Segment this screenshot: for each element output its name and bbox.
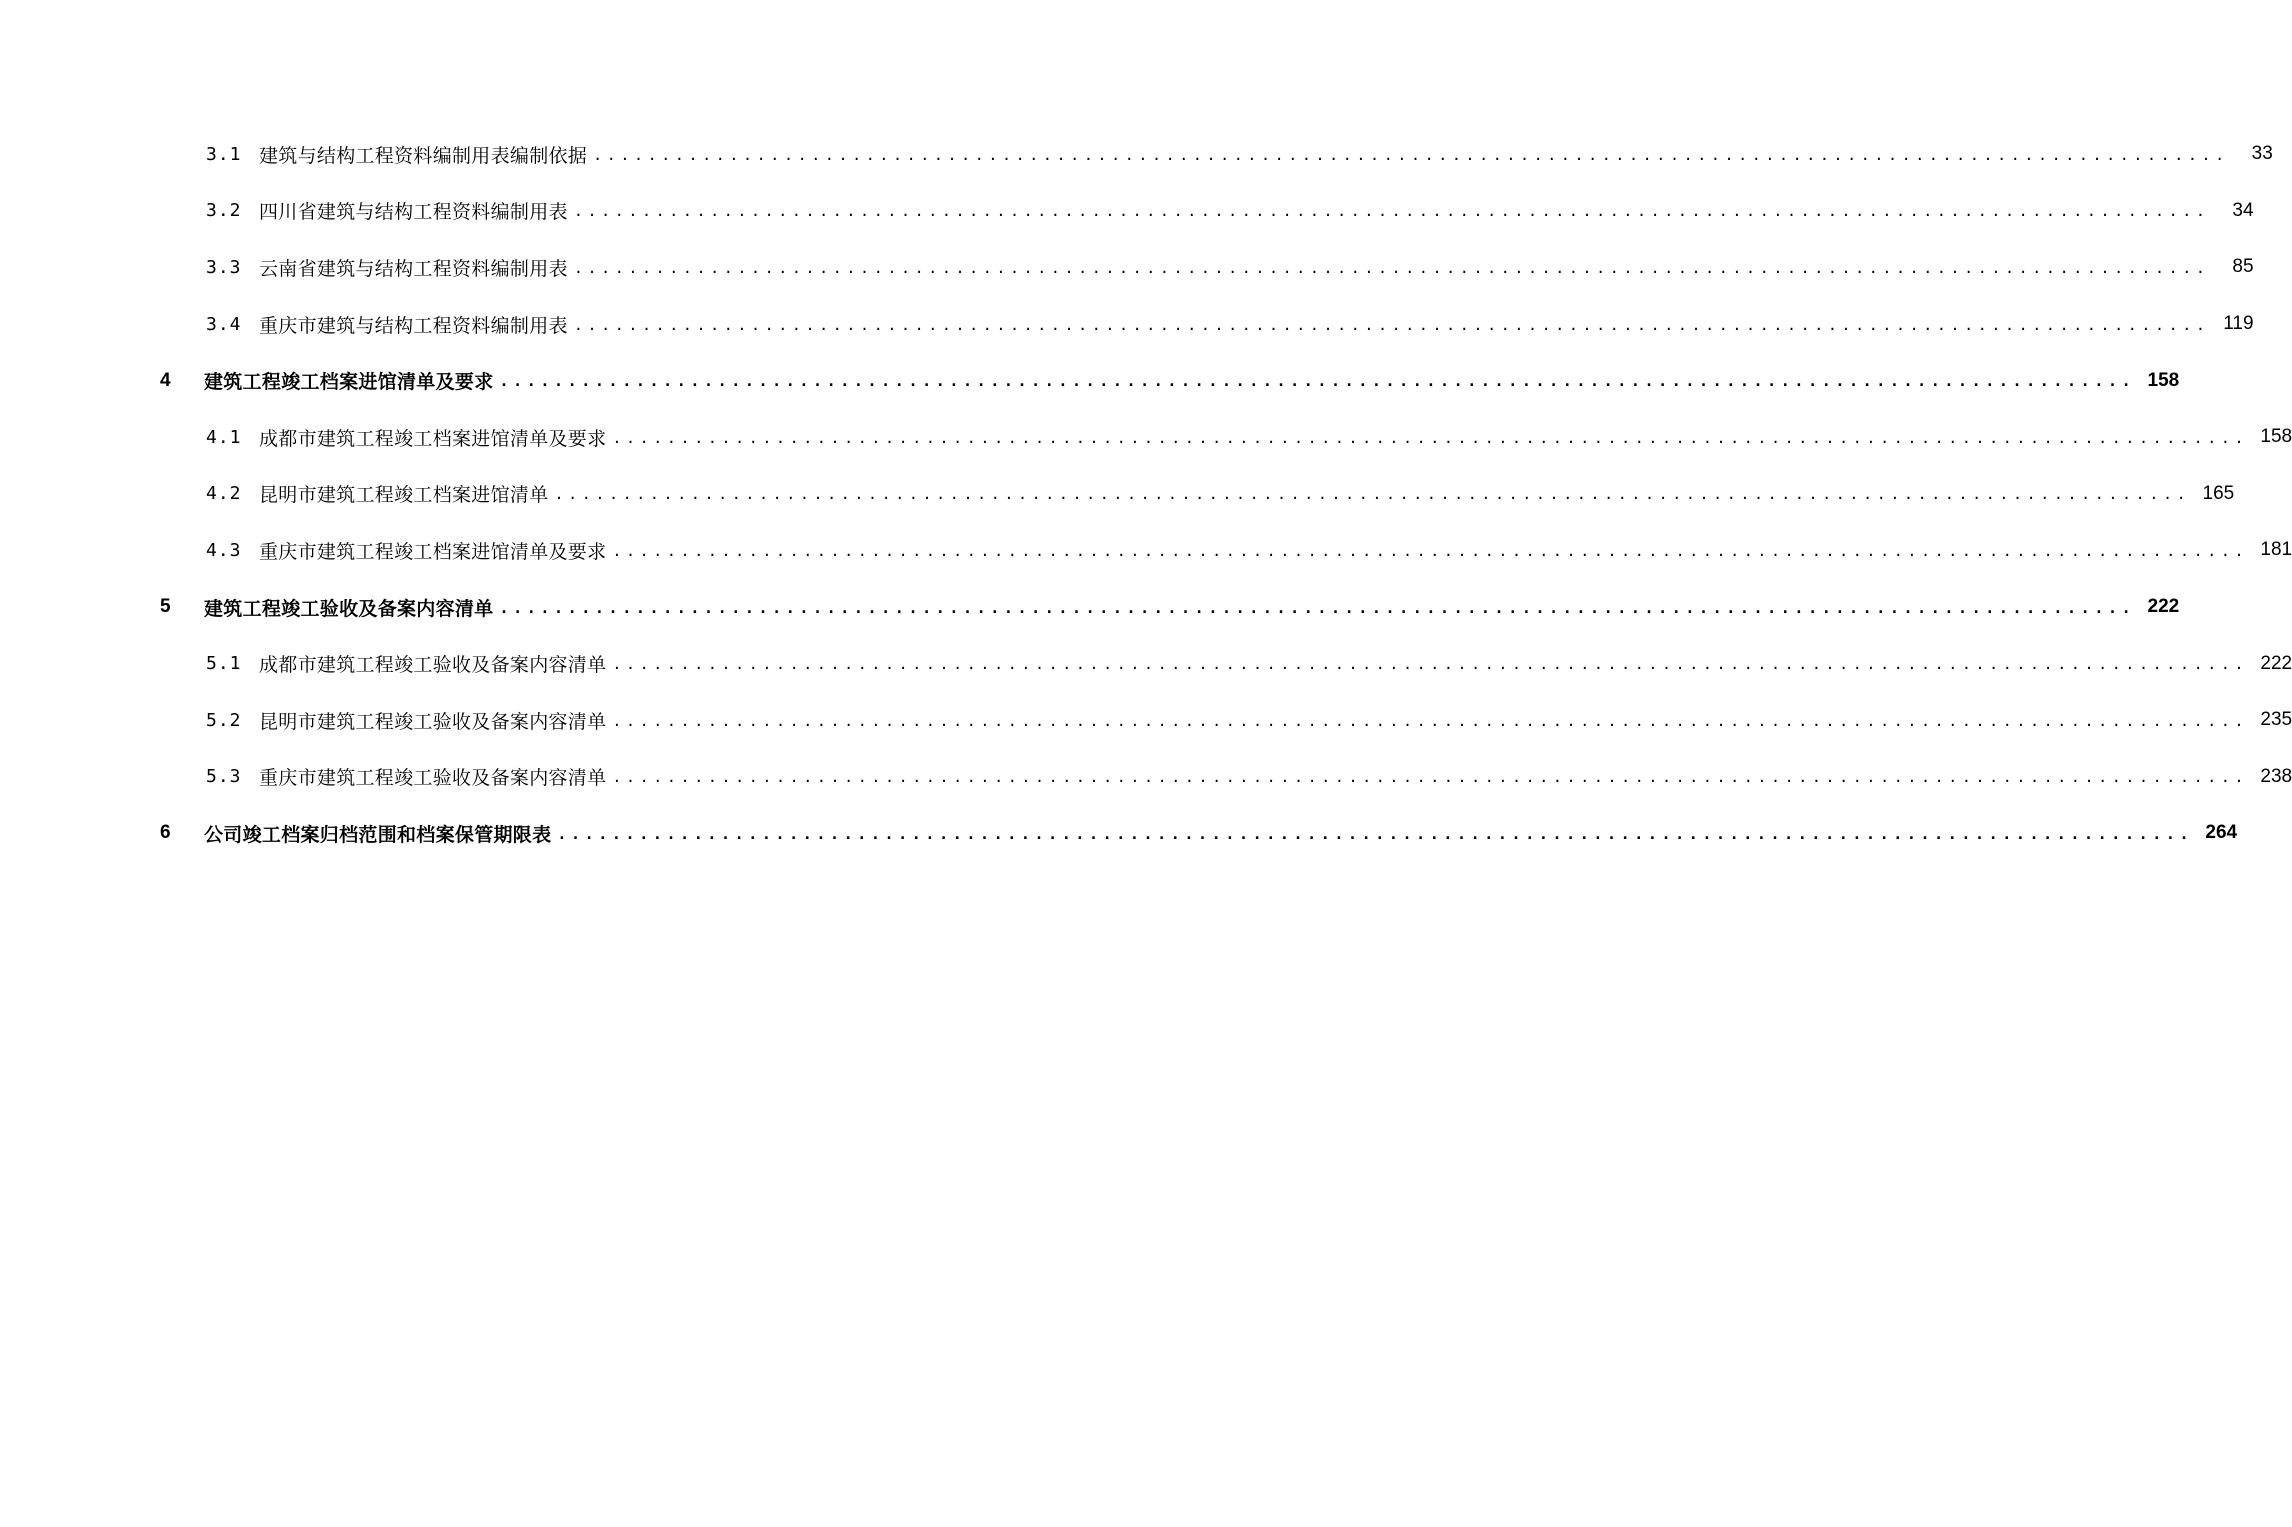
dot-leader: ........................................................................................................................ bbox=[573, 202, 2210, 221]
toc-page-number: 158 bbox=[2147, 369, 2180, 391]
toc-page-number: 235 bbox=[2260, 709, 2292, 731]
toc-number: 5.1 bbox=[206, 653, 242, 675]
toc-title: 昆明市建筑工程竣工档案进馆清单 bbox=[259, 484, 549, 507]
toc-number: 3.1 bbox=[206, 143, 242, 165]
toc-title: 成都市建筑工程竣工档案进馆清单及要求 bbox=[259, 427, 607, 450]
toc-entry-4-3[interactable] bbox=[0, 522, 2292, 579]
toc-number: 5 bbox=[160, 596, 171, 618]
toc-entry-6[interactable] bbox=[0, 805, 2238, 862]
toc-title: 公司竣工档案归档范围和档案保管期限表 bbox=[204, 823, 552, 846]
toc-number: 5.2 bbox=[206, 709, 242, 731]
toc-entry-5-3[interactable] bbox=[0, 749, 2292, 806]
toc-number: 4.3 bbox=[206, 539, 242, 561]
toc-number: 3.3 bbox=[206, 256, 242, 278]
dot-leader: ........................................................................................................................ bbox=[554, 485, 2191, 504]
toc-page-number: 85 bbox=[2232, 256, 2254, 278]
toc-page-number: 165 bbox=[2202, 482, 2235, 504]
toc-number: 4 bbox=[160, 369, 171, 391]
toc-number: 3.4 bbox=[206, 313, 242, 335]
toc-page-number: 264 bbox=[2205, 822, 2238, 844]
toc-entry-3-2[interactable] bbox=[0, 183, 2254, 240]
toc-entry-3-4[interactable] bbox=[0, 296, 2254, 353]
toc-number: 4.2 bbox=[206, 483, 242, 505]
toc-entry-3-1[interactable] bbox=[0, 126, 2273, 183]
dot-leader: ........................................................................................................................ bbox=[612, 541, 2249, 560]
toc-entry-5[interactable] bbox=[0, 579, 2180, 636]
dot-leader: ........................................................................................................................ bbox=[612, 711, 2249, 730]
toc-title: 重庆市建筑工程竣工验收及备案内容清单 bbox=[259, 767, 607, 790]
toc-page-number: 34 bbox=[2232, 199, 2254, 221]
toc-number: 6 bbox=[160, 822, 171, 844]
toc-title: 云南省建筑与结构工程资料编制用表 bbox=[259, 257, 568, 280]
toc-page-number: 33 bbox=[2251, 143, 2273, 165]
toc-entry-4[interactable] bbox=[0, 352, 2180, 409]
toc-title: 建筑工程竣工档案进馆清单及要求 bbox=[204, 371, 494, 394]
toc-title: 建筑工程竣工验收及备案内容清单 bbox=[204, 597, 494, 620]
dot-leader: ........................................................................................................................ bbox=[612, 428, 2249, 447]
dot-leader: ........................................................................................................................ bbox=[499, 598, 2136, 617]
dot-leader: ........................................................................................................................ bbox=[612, 768, 2249, 787]
dot-leader: ........................................................................................................................ bbox=[573, 258, 2210, 277]
toc-number: 3.2 bbox=[206, 200, 242, 222]
dot-leader: ........................................................................................................................ bbox=[593, 145, 2229, 164]
toc-title: 四川省建筑与结构工程资料编制用表 bbox=[259, 201, 568, 224]
dot-leader: ........................................................................................................................ bbox=[573, 315, 2210, 334]
dot-leader: ........................................................................................................................ bbox=[499, 372, 2136, 391]
toc-number: 4.1 bbox=[206, 426, 242, 448]
toc-title: 成都市建筑工程竣工验收及备案内容清单 bbox=[259, 654, 607, 677]
table-of-contents bbox=[0, 126, 2292, 862]
toc-entry-4-2[interactable] bbox=[0, 466, 2235, 523]
dot-leader: ........................................................................................................................ bbox=[557, 824, 2194, 843]
toc-entry-5-2[interactable] bbox=[0, 692, 2292, 749]
toc-page-number: 238 bbox=[2260, 765, 2292, 787]
toc-entry-3-3[interactable] bbox=[0, 239, 2254, 296]
toc-title: 重庆市建筑工程竣工档案进馆清单及要求 bbox=[259, 540, 607, 563]
toc-title: 重庆市建筑与结构工程资料编制用表 bbox=[259, 314, 568, 337]
toc-entry-4-1[interactable] bbox=[0, 409, 2292, 466]
toc-page-number: 181 bbox=[2260, 539, 2292, 561]
dot-leader: ........................................................................................................................ bbox=[612, 655, 2249, 674]
toc-number: 5.3 bbox=[206, 766, 242, 788]
toc-page-number: 119 bbox=[2223, 313, 2254, 335]
toc-entry-5-1[interactable] bbox=[0, 635, 2292, 692]
toc-title: 昆明市建筑工程竣工验收及备案内容清单 bbox=[259, 710, 607, 733]
toc-page-number: 158 bbox=[2260, 426, 2292, 448]
toc-page-number: 222 bbox=[2260, 652, 2292, 674]
toc-page-number: 222 bbox=[2147, 596, 2180, 618]
toc-title: 建筑与结构工程资料编制用表编制依据 bbox=[259, 144, 588, 167]
